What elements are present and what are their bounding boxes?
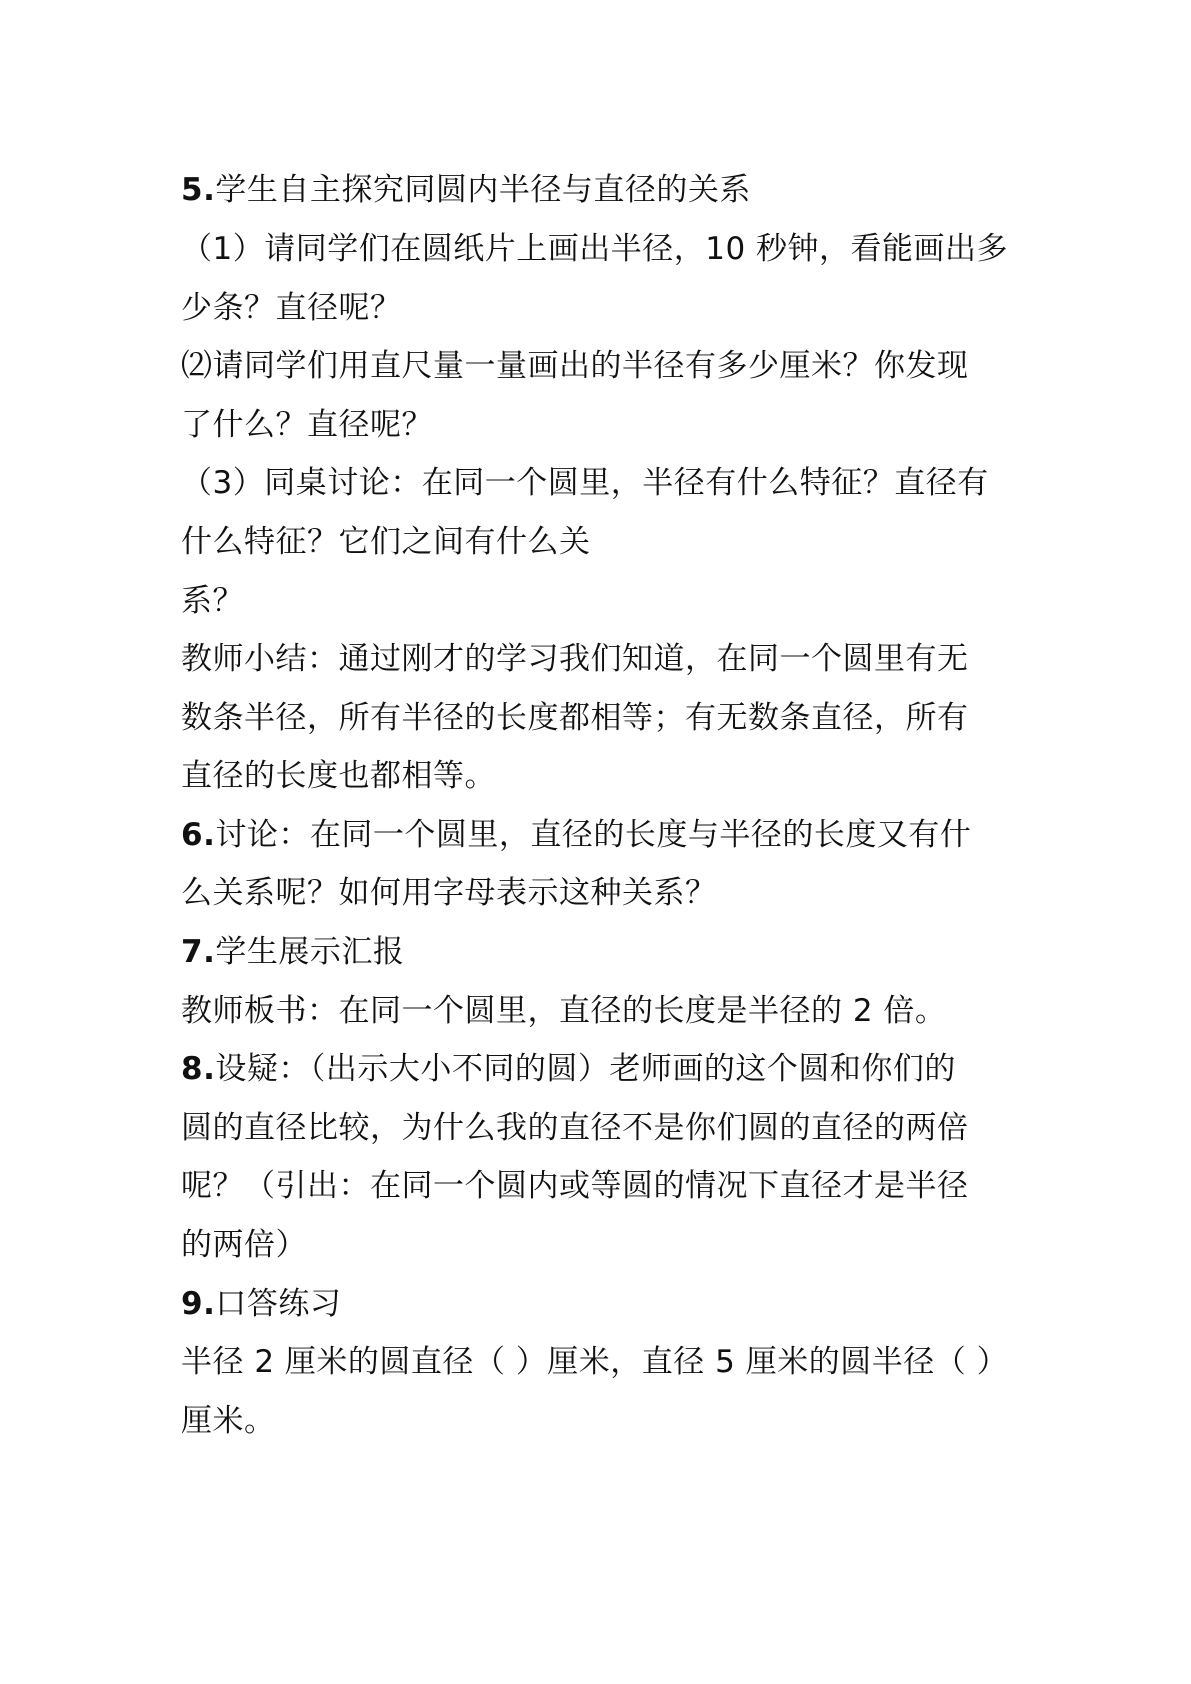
line-text: 数条半径，所有半径的长度都相等；有无数条直径，所有 <box>181 700 969 736</box>
heading-step-5 <box>181 168 1061 212</box>
text-line <box>181 871 1061 915</box>
text-line <box>181 344 1061 388</box>
line-text: 学生自主探究同圆内半径与直径的关系 <box>215 172 751 208</box>
heading-step-6 <box>181 813 1061 857</box>
line-text: 了什么？直径呢？ <box>181 407 433 443</box>
text-line <box>181 637 1061 681</box>
line-text: 什么特征？它们之间有什么关 <box>181 524 591 560</box>
text-line <box>181 989 1061 1033</box>
line-text: （1）请同学们在圆纸片上画出半径，10 秒钟，看能画出多 <box>181 231 1009 267</box>
step-number: 8. <box>181 1051 216 1087</box>
line-text: 呢？（引出：在同一个圆内或等圆的情况下直径才是半径 <box>181 1168 969 1204</box>
text-line <box>181 579 1061 623</box>
text-line <box>181 696 1061 740</box>
line-text: 的两倍） <box>181 1227 307 1263</box>
text-line <box>181 227 1061 271</box>
text-line <box>181 286 1061 330</box>
line-text: 圆的直径比较，为什么我的直径不是你们圆的直径的两倍 <box>181 1110 969 1146</box>
line-text: 系？ <box>181 583 244 619</box>
line-text: 口答练习 <box>215 1286 342 1322</box>
line-text: 学生展示汇报 <box>215 934 405 970</box>
text-line <box>181 1223 1061 1267</box>
text-line <box>181 461 1061 505</box>
heading-step-7 <box>181 930 1061 974</box>
line-text: 设疑：（出示大小不同的圆）老师画的这个圆和你们的 <box>215 1051 956 1087</box>
line-text: 教师小结：通过刚才的学习我们知道，在同一个圆里有无 <box>181 641 969 677</box>
heading-step-9 <box>181 1282 1061 1326</box>
text-line <box>181 1340 1061 1384</box>
step-number: 5. <box>181 172 216 208</box>
step-number: 9. <box>181 1286 216 1322</box>
text-line <box>181 403 1061 447</box>
line-text: ⑵请同学们用直尺量一量画出的半径有多少厘米？你发现 <box>181 348 969 384</box>
text-line <box>181 520 1061 564</box>
line-text: 么关系呢？如何用字母表示这种关系？ <box>181 875 717 911</box>
text-line <box>181 1399 1061 1443</box>
step-number: 6. <box>181 817 216 853</box>
step-number: 7. <box>181 934 216 970</box>
text-line <box>181 754 1061 798</box>
line-text: 厘米。 <box>181 1403 276 1439</box>
text-line <box>181 1164 1061 1208</box>
text-line <box>181 1106 1061 1150</box>
line-text: 直径的长度也都相等。 <box>181 758 496 794</box>
line-text: 讨论：在同一个圆里，直径的长度与半径的长度又有什 <box>215 817 972 853</box>
line-text: 教师板书：在同一个圆里，直径的长度是半径的 2 倍。 <box>181 993 947 1029</box>
line-text: 半径 2 厘米的圆直径（ ）厘米，直径 5 厘米的圆半径（ ） <box>181 1344 1009 1380</box>
heading-step-8 <box>181 1047 1061 1091</box>
line-text: 少条？直径呢？ <box>181 290 402 326</box>
line-text: （3）同桌讨论：在同一个圆里，半径有什么特征？直径有 <box>181 465 989 501</box>
